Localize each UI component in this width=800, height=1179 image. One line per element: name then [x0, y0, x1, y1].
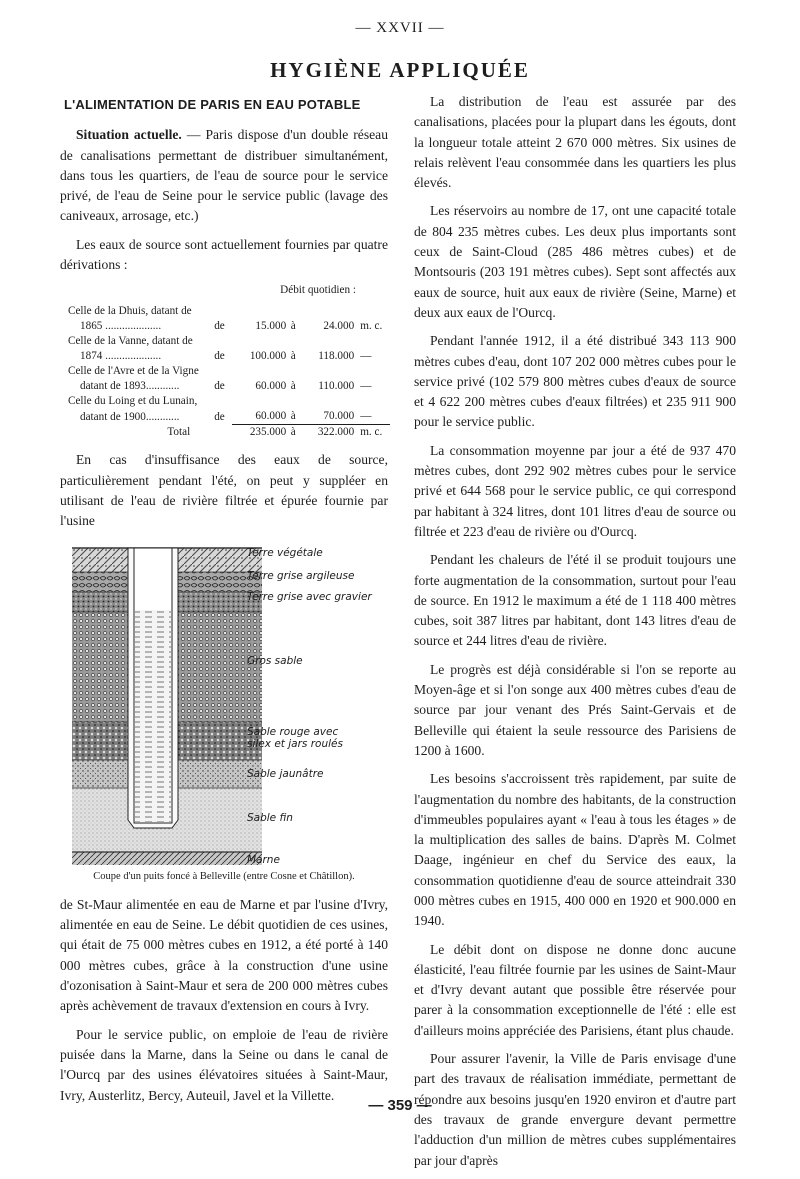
- table-row: Celle de l'Avre et de la Vigne: [68, 365, 199, 378]
- table-row: datant de 1893............ de 60.000 à 110.000 —: [80, 380, 372, 393]
- intro-lead: Situation actuelle.: [76, 127, 182, 143]
- middle-ages-paragraph: Le progrès est déjà considérable si l'on se reporte au Moyen-âge et si l'on songe aux 400 mètres cubes d'eau de source par jour venant des Prés Saint-Gervais et de Belleville qui étaient la seule ressource des Parisiens de 1200 à 1600.: [414, 661, 736, 758]
- layer-label: Terre végétale: [247, 546, 323, 559]
- public-service-paragraph: Pour le service public, on emploie de l'eau de rivière puisée dans la Marne, dans la Seine ou dans le canal de l'Ourcq par des usines élévatoires situées à Saint-Maur, Ivry, Austerlitz, Bercy, Auteuil, Javel et la Villette.: [60, 1026, 388, 1103]
- insufficiency-paragraph: En cas d'insuffisance des eaux de source, particulièrement pendant l'été, on peut y suppléer en utilisant de l'eau de rivière filtrée et épurée fournie par l'usine: [60, 452, 388, 529]
- intro-paragraph: [60, 125, 388, 226]
- table-row: Celle du Loing et du Lunain,: [68, 395, 198, 408]
- table-row: 1865 .................... de 15.000 à 24.000 m. c.: [80, 320, 383, 333]
- well-cross-section-figure: [64, 540, 394, 865]
- summer-consumption-paragraph: Pendant les chaleurs de l'été il se produit toujours une forte augmentation de la consommation, surtout pour l'eau de source. En 1912 le maximum a été de 1 118 400 mètres cubes, soit 387 litres par habitant, dont 143 litres d'eau de source et 244 litres d'eau de rivière.: [414, 552, 736, 649]
- distribution-paragraph: La distribution de l'eau est assurée par des canalisations, placées pour la plupart dans les égouts, dont la longueur totale atteint 2 670 000 mètres. Six usines de relais relèvent l'eau consommée dans les quartiers les plus élevés.: [414, 94, 736, 191]
- table-row: 1874 .................... de 100.000 à 118.000 —: [80, 350, 372, 363]
- layer-label: Marne: [247, 853, 280, 866]
- debit-table-header: Débit quotidien :: [280, 284, 356, 297]
- table-row: Celle de la Vanne, datant de: [68, 335, 193, 348]
- layer-label: Gros sable: [247, 654, 303, 667]
- daily-consumption-paragraph: La consommation moyenne par jour a été de 937 470 mètres cubes, dont 292 902 mètres cubes pour le service privé et 644 568 pour le service public, ce qui correspond par habitant à 324 litres, dont 101 litres d'eau de source ou filtrée et 223 d'eau de rivière ou d'Ourcq.: [414, 442, 736, 539]
- sources-paragraph: Les eaux de source sont actuellement fournies par quatre dérivations :: [60, 236, 388, 273]
- layer-label: Terre grise argileuse: [247, 569, 355, 582]
- layer-label: silex et jars roulés: [247, 737, 343, 750]
- stmaur-paragraph: de St-Maur alimentée en eau de Marne et par l'usine d'Ivry, alimentée en eau de Seine. Le débit quotidien de ces usines, qui était de 75 000 mètres cubes en 1912, a été porté à 140 000 mètres cubes, grâce à la construction d'une usine d'ozonisation à Saint-Maur et sera de 200 000 mètres cubes après achèvement de travaux d'extension en cours à Ivry.: [60, 896, 388, 1014]
- page-title: HYGIÈNE APPLIQUÉE: [270, 58, 530, 82]
- figure-caption: Coupe d'un puits foncé à Belleville (entre Cosne et Châtillon).: [93, 870, 355, 882]
- section-heading: L'ALIMENTATION DE PARIS EN EAU POTABLE: [64, 97, 361, 112]
- layer-label: Sable fin: [247, 811, 293, 824]
- intro-text: — Paris dispose d'un double réseau de canalisations permettant de distribuer simultanément, dans tous les quartiers, de l'eau de source pour le service privé, de l'eau de Seine pour le service public (lavage des caniveaux, arrosage, etc.): [60, 127, 388, 224]
- future-paragraph: Pour assurer l'avenir, la Ville de Paris envisage d'une part des travaux de réalisation immédiate, permettant de répondre aux besoins jusqu'en 1920 environ et d'autre part des travaux de grande envergure devant permettre l'adduction d'un million de mètres cubes supplémentaires par jour d'après: [414, 1051, 736, 1168]
- well-diagram-illustration: [72, 540, 262, 865]
- layer-label: Sable jaunâtre: [247, 767, 324, 780]
- table-row: datant de 1900............ de 60.000 à 70.000 —: [68, 409, 390, 425]
- roman-page-number: — XXVII —: [355, 20, 445, 36]
- debit-table: [68, 283, 390, 440]
- reservoirs-paragraph: Les réservoirs au nombre de 17, ont une capacité totale de 804 235 mètres cubes. Les deux plus importants sont ceux de Saint-Cloud (285 486 mètres cubes) et de Montsouris (203 191 mètres cubes). Sept sont affectés aux eaux de source, huit aux eaux de rivière (Seine, Marne) et deux aux eaux de l'Ourcq.: [414, 203, 736, 320]
- layer-label: Terre grise avec gravier: [247, 590, 372, 603]
- page-number: — 359 —: [368, 1097, 432, 1114]
- elasticity-paragraph: Le débit dont on dispose ne donne donc aucune élasticité, l'eau filtrée fournie par les usines de Saint-Maur et d'Ivry devant autant que possible être réservée pour parer à la consommation exceptionnelle de l'été : elle est d'ailleurs moins appréciée des Parisiens, étant plus chaude.: [414, 941, 736, 1038]
- layer-label: Sable rouge avec: [247, 725, 339, 738]
- left-column: [60, 92, 388, 1114]
- table-total-row: Total 235.000 à 322.000 m. c.: [167, 426, 383, 439]
- annual-distribution-paragraph: Pendant l'année 1912, il a été distribué 343 113 900 mètres cubes d'eau, dont 107 202 000 mètres cubes pour le service privé (102 579 800 mètres cubes d'eaux de source et 4 622 200 mètres cubes d'eaux filtrées) et 235 911 900 pour le service public.: [414, 333, 736, 430]
- right-column: [414, 92, 736, 1179]
- table-row: Celle de la Dhuis, datant de: [68, 305, 192, 318]
- needs-paragraph: Les besoins s'accroissent très rapidement, par suite de l'augmentation du nombre des habitants, de la construction d'immeubles populaires ayant « l'eau à tous les étages » de la multiplication des salles de bains. D'après M. Colmet Daage, ingénieur en chef du Service des eaux, la consommation quotidienne d'eau de source atteindrait 330 000 mètres cubes en 1915, 400 000 en 1920 et 900.000 en 1940.: [414, 771, 736, 929]
